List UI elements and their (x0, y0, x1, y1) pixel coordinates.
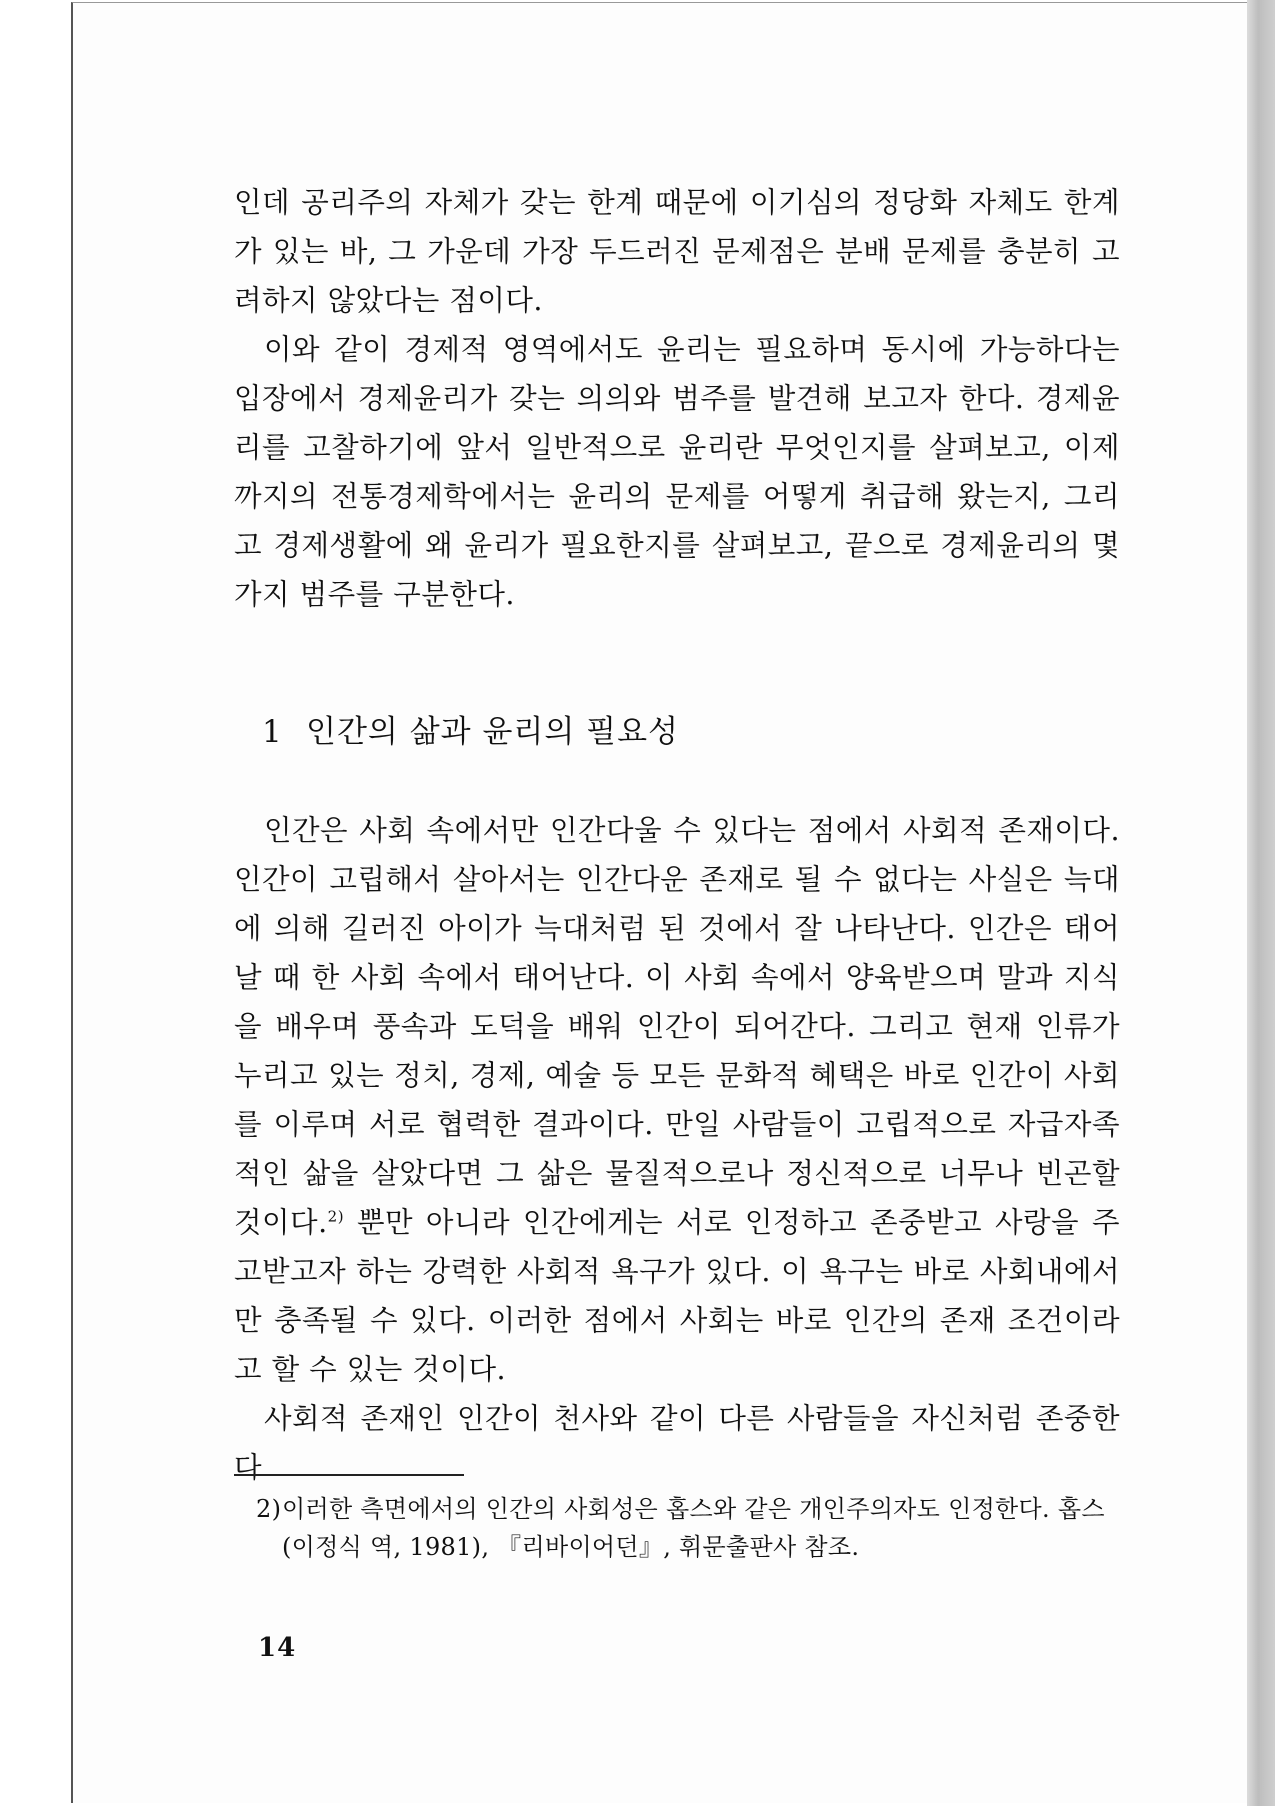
section-heading (262, 712, 1120, 752)
footnote-line-2: (이정식 역, 1981), 『리바이어던』, 휘문출판사 참조. (282, 1533, 860, 1561)
footnote-text-1: 이러한 측면에서의 인간의 사회성은 홉스와 같은 개인주의자도 인정한다. 홉스 (282, 1495, 1105, 1523)
footnote-divider (234, 1474, 464, 1476)
footnote-number: 2) (256, 1495, 282, 1523)
section-number: 1 (262, 714, 283, 750)
footnote-reference: 2) (327, 1207, 345, 1226)
body-paragraph-1-continued: 뿐만 아니라 인간에게는 서로 인정하고 존중받고 사랑을 주고받고자 하는 강력한 사회적 욕구가 있다. 이 욕구는 바로 사회내에서만 충족될 수 있다. 이러한 점에서 사회는 바로 인간의 존재 조건이라고 할 수 있는 것이다. (234, 1206, 1120, 1386)
page-edge-shadow (1247, 0, 1275, 1806)
intro-paragraph-2: 이와 같이 경제적 영역에서도 윤리는 필요하며 동시에 가능하다는 입장에서 경제윤리가 갖는 의의와 범주를 발견해 보고자 한다. 경제윤리를 고찰하기에 앞서 일반적으로 윤리란 무엇인지를 살펴보고, 이제까지의 전통경제학에서는 윤리의 문제를 어떻게 취급해 왔는지, 그리고 경제생활에 왜 윤리가 필요한지를 살펴보고, 끝으로 경제윤리의 몇 가지 범주를 구분한다. (234, 333, 1120, 611)
section-body (234, 806, 1120, 1492)
footnote-line-1 (256, 1490, 1120, 1528)
body-paragraph-1-text: 인간은 사회 속에서만 인간다울 수 있다는 점에서 사회적 존재이다. 인간이 고립해서 살아서는 인간다운 존재로 될 수 없다는 사실은 늑대에 의해 길러진 아이가 늑대처럼 된 것에서 잘 나타난다. 인간은 태어날 때 한 사회 속에서 태어난다. 이 사회 속에서 양육받으며 말과 지식을 배우며 풍속과 도덕을 배워 인간이 되어간다. 그리고 현재 인류가 누리고 있는 정치, 경제, 예술 등 모든 문화적 혜택은 바로 인간이 사회를 이루며 서로 협력한 결과이다. 만일 사람들이 고립적으로 자급자족적인 삶을 살았다면 그 삶은 물질적으로나 정신적으로 너무나 빈곤할 것이다. (234, 814, 1120, 1239)
body-paragraph-2: 사회적 존재인 인간이 천사와 같이 다른 사람들을 자신처럼 존중한다 (234, 1402, 1120, 1484)
body-paragraph-1 (234, 806, 1120, 1394)
page-content (234, 178, 1120, 1492)
section-title: 인간의 삶과 윤리의 필요성 (306, 714, 679, 750)
page-number: 14 (258, 1633, 297, 1663)
footnote (256, 1490, 1120, 1566)
intro-paragraph-1: 인데 공리주의 자체가 갖는 한계 때문에 이기심의 정당화 자체도 한계가 있는 바, 그 가운데 가장 두드러진 문제점은 분배 문제를 충분히 고려하지 않았다는 점이다. (234, 186, 1120, 317)
